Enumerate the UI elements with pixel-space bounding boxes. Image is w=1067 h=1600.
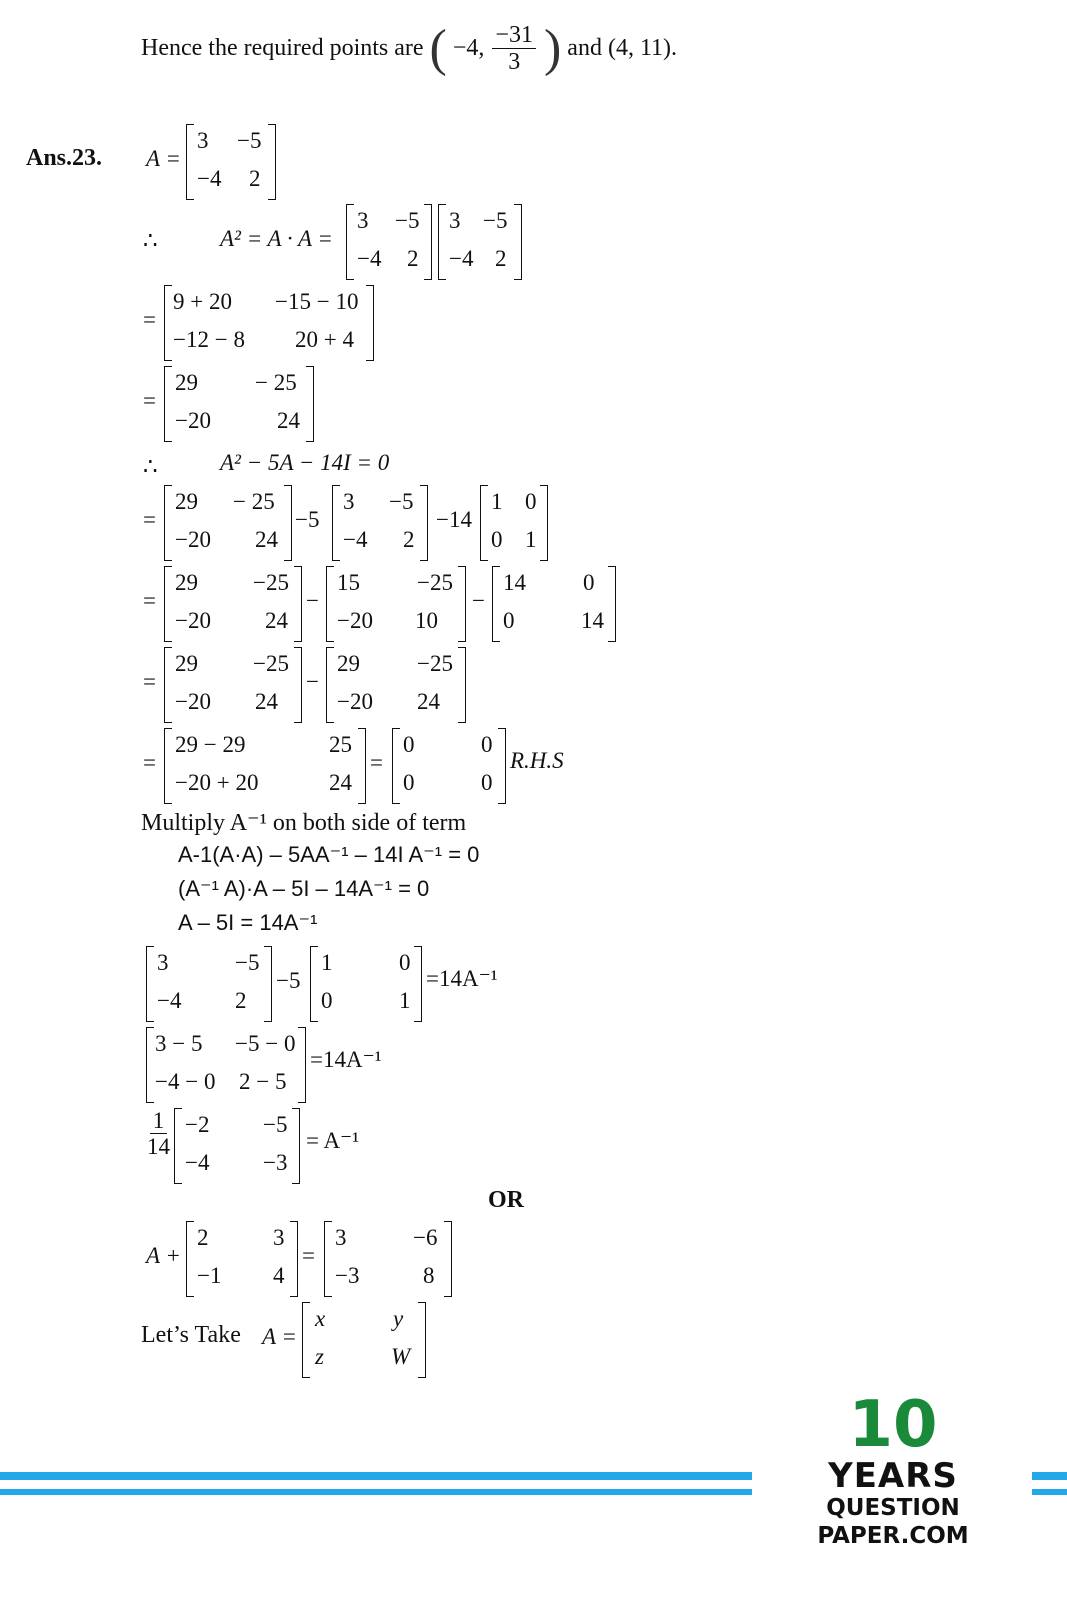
- matrix-variables: [302, 1302, 426, 1378]
- matrix-b: [186, 1221, 298, 1297]
- matrix-cell: 29: [175, 489, 198, 514]
- minus-sign: −: [306, 669, 319, 694]
- matrix-cell: −3: [263, 1150, 288, 1175]
- open-paren: (: [429, 19, 447, 77]
- equals-sign: =: [143, 669, 156, 694]
- matrix-cell: −4: [343, 527, 368, 552]
- matrix-cell: −4 − 0: [155, 1069, 216, 1094]
- matrix-cell: 0: [491, 527, 503, 552]
- matrix-cell: 0: [481, 770, 493, 795]
- close-paren: ): [543, 19, 562, 77]
- footer-line-bottom: [0, 1489, 752, 1495]
- matrix-cell: 29: [175, 651, 198, 676]
- matrix-cell: 1: [321, 950, 333, 975]
- matrix-cell: 20 + 4: [295, 327, 354, 352]
- logo-years: YEARS: [828, 1456, 958, 1496]
- matrix-cell: 0: [481, 732, 493, 757]
- matrix-cell: 25: [329, 732, 352, 757]
- a-plus: A +: [146, 1243, 181, 1268]
- matrix-cell: 1: [491, 489, 503, 514]
- matrix-c: [324, 1221, 452, 1297]
- fraction-numerator: −31: [492, 22, 536, 49]
- fraction-denominator: 14: [147, 1134, 170, 1160]
- matrix-cell: −5 − 0: [235, 1031, 296, 1056]
- equals-sign: =: [143, 588, 156, 613]
- matrix-cell: 2: [407, 246, 419, 271]
- matrix-cell: 3: [449, 208, 461, 233]
- multiply-text: Multiply A⁻¹ on both side of term: [141, 810, 467, 836]
- or-heading: OR: [488, 1187, 524, 1213]
- matrix-cell: 29: [337, 651, 360, 676]
- matrix-cell: 0: [503, 608, 515, 633]
- matrix-cell: −3: [335, 1263, 360, 1288]
- equals-sign: =: [143, 750, 156, 775]
- matrix-cell: 14: [581, 608, 604, 633]
- logo-number: 10: [848, 1388, 938, 1462]
- matrix-cell: 24: [255, 689, 278, 714]
- matrix-cell: 29 − 29: [175, 732, 246, 757]
- matrix-cell: W: [391, 1344, 411, 1369]
- matrix-step-6: [174, 1108, 300, 1184]
- intro-line: [141, 19, 678, 77]
- a-equals: A =: [146, 146, 181, 171]
- matrix-cell: −5: [389, 489, 414, 514]
- matrix-cell: −20: [175, 527, 211, 552]
- equals-sign: =: [143, 307, 156, 332]
- matrix-cell: 2: [495, 246, 507, 271]
- equals-sign: =: [143, 507, 156, 532]
- matrix-cell: 3: [357, 208, 369, 233]
- matrix-cell: 0: [403, 732, 415, 757]
- matrix-cell: −4: [357, 246, 382, 271]
- matrix-cell: 3: [197, 128, 209, 153]
- step-3: A – 5I = 14A⁻¹: [178, 910, 318, 935]
- scalar-minus-14: −14: [436, 507, 472, 532]
- matrix-cell: 3 − 5: [155, 1031, 203, 1056]
- matrix-cell: 2: [197, 1225, 209, 1250]
- matrix-cell: −4: [157, 988, 182, 1013]
- matrix-a-right: [438, 204, 522, 280]
- fraction-numerator: 1: [150, 1108, 168, 1134]
- matrix-cell: −20: [337, 689, 373, 714]
- matrix-cell: −4: [449, 246, 474, 271]
- matrix-cell: 0: [399, 950, 411, 975]
- rhs-label: R.H.S: [510, 748, 564, 773]
- matrix-a: [186, 124, 276, 200]
- a-equals: A =: [262, 1324, 297, 1349]
- matrix-cell: −20: [175, 608, 211, 633]
- matrix-cell: −4: [185, 1150, 210, 1175]
- matrix-cell: 0: [583, 570, 595, 595]
- matrix-a-squared: [164, 485, 292, 561]
- site-logo: [758, 1388, 1028, 1550]
- matrix-difference: [164, 728, 366, 804]
- matrix-cell: −12 − 8: [173, 327, 245, 352]
- matrix-cell: 24: [255, 527, 278, 552]
- matrix-identity: [310, 946, 422, 1022]
- matrix-cell: 2: [249, 166, 261, 191]
- matrix-cell: −6: [413, 1225, 438, 1250]
- lets-take-text: Let’s Take: [141, 1322, 241, 1348]
- matrix-cell: 14: [503, 570, 526, 595]
- matrix-expansion: [164, 285, 374, 361]
- matrix-a-left: [346, 204, 432, 280]
- matrix-cell: 0: [403, 770, 415, 795]
- fraction-denominator: 3: [508, 49, 521, 76]
- matrix-cell: 3: [343, 489, 355, 514]
- matrix-cell: −5: [483, 208, 508, 233]
- matrix-cell: − 25: [255, 370, 297, 395]
- matrix-cell: −5: [235, 950, 260, 975]
- point1-y-fraction: [492, 22, 536, 76]
- matrix-cell: 15: [337, 570, 360, 595]
- matrix-cell: −25: [253, 651, 289, 676]
- matrix-cell: −15 − 10: [275, 289, 359, 314]
- intro-joiner: and (4, 11).: [567, 35, 678, 62]
- matrix-cell: −4: [197, 166, 222, 191]
- intro-prefix: Hence the required points are: [141, 35, 424, 62]
- matrix-a-squared: [164, 647, 302, 723]
- matrix-step-5: [146, 1027, 306, 1103]
- answer-label: Ans.23.: [26, 145, 103, 171]
- equals-14-a-inverse: =14A⁻¹: [426, 966, 498, 991]
- matrix-cell: 9 + 20: [173, 289, 232, 314]
- therefore-symbol: ∴: [143, 454, 158, 479]
- matrix-five-a: [326, 566, 466, 642]
- matrix-cell: 2: [403, 527, 415, 552]
- matrix-cell: 29: [175, 370, 198, 395]
- matrix-a: [146, 946, 272, 1022]
- matrix-a-squared: [164, 366, 314, 442]
- matrix-a: [332, 485, 428, 561]
- minus-sign: −: [472, 588, 485, 613]
- fraction-one-fourteenth: [144, 1108, 173, 1160]
- matrix-zero: [392, 728, 506, 804]
- matrix-identity: [480, 485, 548, 561]
- matrix-cell: −2: [185, 1112, 210, 1137]
- matrix-cell: −1: [197, 1263, 222, 1288]
- matrix-cell: 24: [277, 408, 300, 433]
- matrix-relation: A² − 5A − 14I = 0: [220, 450, 390, 475]
- equals-sign: =: [302, 1243, 315, 1268]
- matrix-cell: y: [393, 1306, 404, 1331]
- matrix-cell: 24: [329, 770, 352, 795]
- matrix-cell: −5: [263, 1112, 288, 1137]
- matrix-cell: 10: [415, 608, 438, 633]
- matrix-cell: 24: [417, 689, 440, 714]
- a-squared-eq: A² = A · A =: [220, 226, 333, 251]
- logo-site: QUESTION PAPER.COM: [817, 1495, 969, 1549]
- matrix-cell: −25: [417, 570, 453, 595]
- matrix-cell: 24: [265, 608, 288, 633]
- equals-sign: =: [143, 388, 156, 413]
- matrix-cell: −20: [337, 608, 373, 633]
- equals-a-inverse: = A⁻¹: [306, 1128, 360, 1153]
- point1-x: −4,: [452, 35, 485, 62]
- matrix-cell: 29: [175, 570, 198, 595]
- matrix-a-squared: [164, 566, 302, 642]
- matrix-fourteen-i: [492, 566, 616, 642]
- equals-sign: =: [370, 750, 383, 775]
- matrix-cell: 0: [525, 489, 537, 514]
- matrix-cell: 0: [321, 988, 333, 1013]
- matrix-cell: 2 − 5: [239, 1069, 287, 1094]
- equals-14-a-inverse: =14A⁻¹: [310, 1047, 382, 1072]
- matrix-cell: 8: [423, 1263, 435, 1288]
- matrix-cell: 3: [273, 1225, 285, 1250]
- matrix-cell: 3: [157, 950, 169, 975]
- matrix-cell: −5: [395, 208, 420, 233]
- matrix-cell: 3: [335, 1225, 347, 1250]
- matrix-cell: − 25: [233, 489, 275, 514]
- matrix-cell: −5: [237, 128, 262, 153]
- footer-line-top: [0, 1472, 752, 1480]
- matrix-cell: −25: [253, 570, 289, 595]
- matrix-cell: −20 + 20: [175, 770, 259, 795]
- scalar-minus-5: −5: [276, 968, 301, 993]
- matrix-cell: 2: [235, 988, 247, 1013]
- footer-line-right-bottom: [1032, 1489, 1067, 1495]
- step-2: (A⁻¹ A)·A – 5I – 14A⁻¹ = 0: [178, 876, 430, 901]
- scalar-minus-5: −5: [295, 507, 320, 532]
- matrix-cell: 4: [273, 1263, 285, 1288]
- minus-sign: −: [306, 588, 319, 613]
- therefore-symbol: ∴: [143, 228, 158, 253]
- matrix-cell: −25: [417, 651, 453, 676]
- matrix-cell: 1: [525, 527, 537, 552]
- step-1: A-1(A·A) – 5AA⁻¹ – 14I A⁻¹ = 0: [178, 842, 480, 867]
- matrix-cell: x: [315, 1306, 326, 1331]
- matrix-cell: −20: [175, 689, 211, 714]
- footer-line-right-top: [1032, 1472, 1067, 1480]
- matrix-cell: 1: [399, 988, 411, 1013]
- matrix-cell: z: [315, 1344, 324, 1369]
- matrix-sum: [326, 647, 466, 723]
- matrix-cell: −20: [175, 408, 211, 433]
